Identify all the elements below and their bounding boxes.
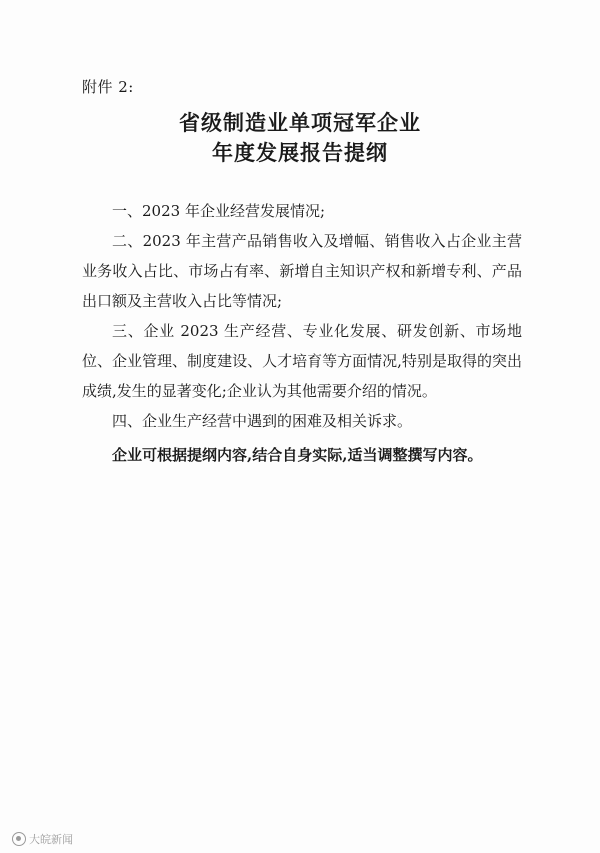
- watermark-logo-icon: [12, 832, 26, 846]
- outline-item-4: 四、企业生产经营中遇到的困难及相关诉求。: [112, 412, 413, 430]
- outline-item-3: 三、企业 2023 生产经营、专业化发展、研发创新、市场地位、企业管理、制度建设、人才培育等方面情况,特别是取得的突出成绩,发生的显著变化;企业认为其他需要介绍的情况。: [82, 322, 522, 400]
- closing-note: 企业可根据提纲内容,结合自身实际,适当调整撰写内容。: [112, 446, 483, 464]
- title-line-1: 省级制造业单项冠军企业: [179, 110, 421, 135]
- outline-item-2: 二、2023 年主营产品销售收入及增幅、销售收入占企业主营业务收入占比、市场占有率、新增自主知识产权和新增专利、产品出口额及主营收入占比等情况;: [82, 232, 522, 310]
- outline-item-1: 一、2023 年企业经营发展情况;: [112, 202, 325, 220]
- watermark-text: 大皖新闻: [29, 833, 73, 846]
- watermark: [12, 831, 73, 847]
- document-title: [0, 108, 600, 168]
- document-body: [82, 196, 522, 470]
- title-line-2: 年度发展报告提纲: [212, 140, 388, 165]
- attachment-label: 附件 2:: [82, 78, 134, 96]
